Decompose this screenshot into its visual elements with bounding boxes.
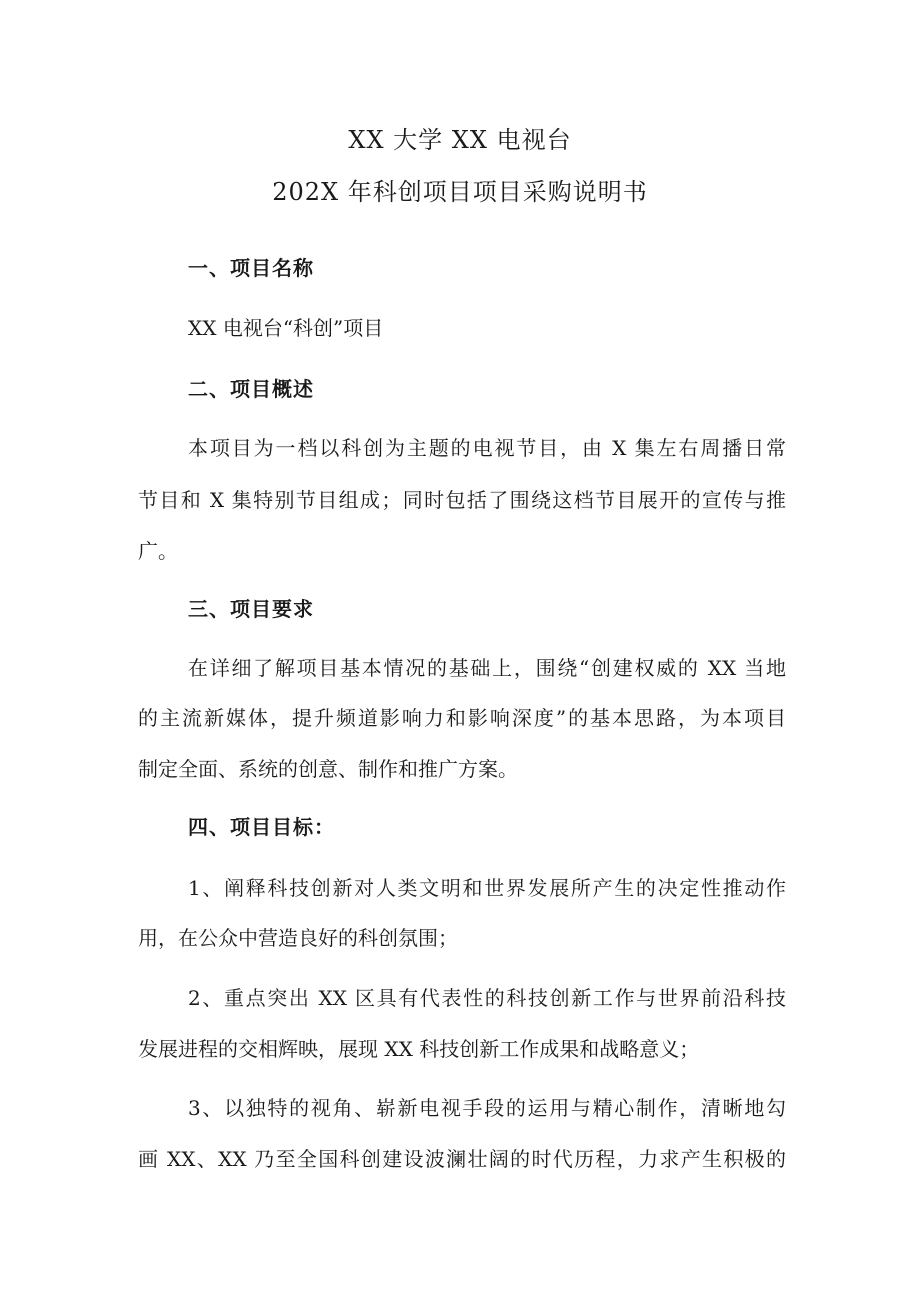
section2-line: 本项目为一档以科创为主题的电视节目，由 X 集左右周播日常 <box>188 436 786 460</box>
section4-item3-line: 3、以独特的视角、崭新电视手段的运用与精心制作，清晰地勾 <box>188 1096 786 1120</box>
section3-line: 在详细了解项目基本情况的基础上，围绕“创建权威的 XX 当地 <box>188 656 786 680</box>
section1-heading: 一、项目名称 <box>188 256 314 280</box>
document-title-line1: XX 大学 XX 电视台 <box>348 126 572 154</box>
section2-heading: 二、项目概述 <box>188 377 314 401</box>
section1-body: XX 电视台“科创”项目 <box>188 316 384 340</box>
section4-item2-line: 2、重点突出 XX 区具有代表性的科技创新工作与世界前沿科技 <box>188 986 786 1010</box>
section4-item1-line: 1、阐释科技创新对人类文明和世界发展所产生的决定性推动作 <box>188 876 786 900</box>
section4-item1-line: 用，在公众中营造良好的科创氛围； <box>138 926 458 950</box>
section2-line: 节目和 X 集特别节目组成；同时包括了围绕这档节目展开的宣传与推 <box>138 488 786 512</box>
section4-heading: 四、项目目标： <box>188 815 335 839</box>
section3-line: 制定全面、系统的创意、制作和推广方案。 <box>138 757 518 781</box>
section3-line: 的主流新媒体，提升频道影响力和影响深度”的基本思路，为本项目 <box>138 706 786 730</box>
section4-item2-line: 发展进程的交相辉映，展现 XX 科技创新工作成果和战略意义； <box>138 1037 700 1061</box>
section2-line: 广。 <box>138 539 178 563</box>
section3-heading: 三、项目要求 <box>188 597 314 621</box>
document-title-line2: 202X 年科创项目项目采购说明书 <box>272 178 648 206</box>
section4-item3-line: 画 XX、XX 乃至全国科创建设波澜壮阔的时代历程，力求产生积极的 <box>138 1147 786 1171</box>
